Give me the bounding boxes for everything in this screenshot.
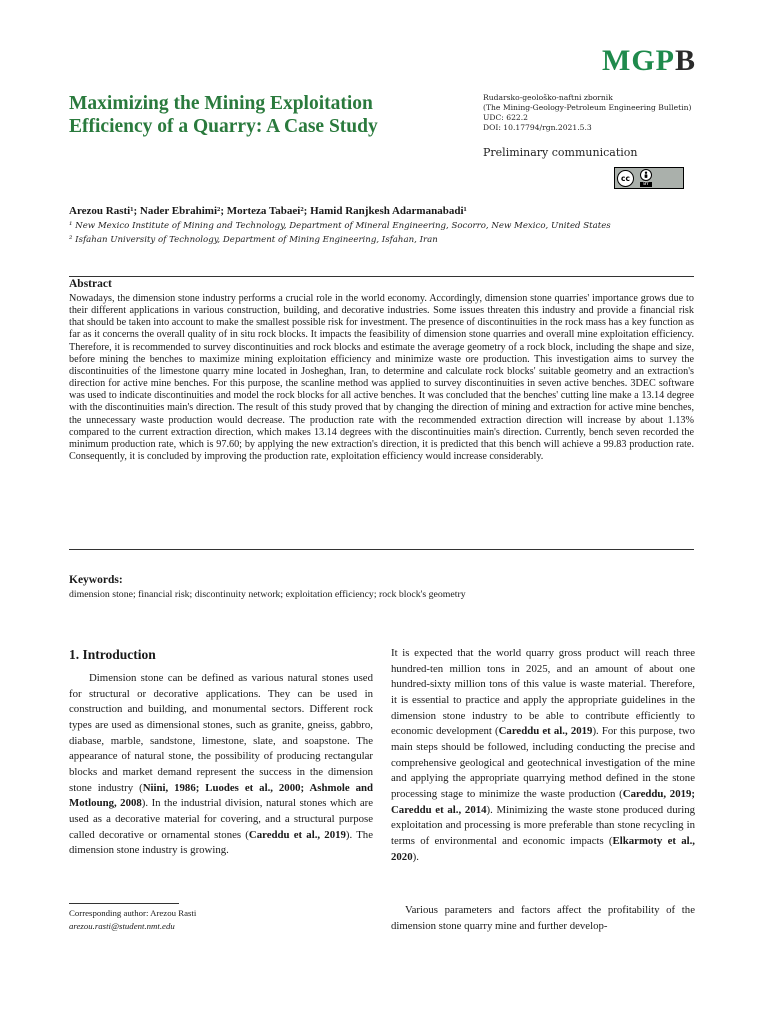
intro-text: ). In the industrial division, natural stones which are used as a decorative material for covering, and a structural purpose called decorative or ornamental stones ( bbox=[69, 797, 373, 841]
abstract-top-rule bbox=[69, 276, 694, 277]
by-section bbox=[640, 169, 652, 187]
citation-link[interactable]: Careddu, 2019; Careddu et al., 2014 bbox=[391, 787, 695, 816]
citation-link[interactable]: Careddu et al., 2019 bbox=[248, 828, 346, 841]
corresponding-author: Corresponding author: Arezou Rasti bbox=[69, 908, 197, 918]
citation-link[interactable]: Niini, 1986; Luodes et al., 2000; Ashmole and Motloung, 2008 bbox=[69, 781, 373, 810]
cc-by-license-badge[interactable] bbox=[614, 167, 684, 189]
intro-text: Dimension stone can be defined as various natural stones used for structural or decorative applications. They can be used in construction and building, and monumental sectors. Different rock types are used as dimensional stones, such as granite, gneiss, gabbro, diabase, marble, sandstone, limestone, slate, and soapstone. The appearance of natural stone, the possibility of producing rectangular blocks and market demand represent the success in the dimension stone industry ( bbox=[69, 672, 373, 794]
journal-info bbox=[483, 93, 713, 133]
author-email[interactable]: arezou.rasti@student.nmt.edu bbox=[69, 921, 175, 931]
publication-type: Preliminary communication bbox=[483, 146, 638, 159]
udc-code: UDC: 622.2 bbox=[483, 113, 529, 122]
intro-paragraph-2 bbox=[391, 646, 695, 865]
journal-english-name: (The Mining-Geology-Petroleum Engineering Bulletin) bbox=[483, 103, 692, 112]
logo-prefix: MGP bbox=[602, 44, 675, 77]
keywords-text: dimension stone; financial risk; discontinuity network; exploitation efficiency; rock block's geometry bbox=[69, 589, 466, 600]
title-line-2: Efficiency of a Quarry: A Case Study bbox=[69, 116, 378, 137]
intro-text: ). For this purpose, two main steps should be followed, including conducting the precise and comprehensive geological and geotechnical investigation of the mine and applying the appropriate quarrying method defined in the stone processing stage to minimize the waste production ( bbox=[391, 725, 695, 800]
doi[interactable]: DOI: 10.17794/rgn.2021.5.3 bbox=[483, 123, 592, 132]
article-title bbox=[69, 92, 469, 138]
abstract-text: Nowadays, the dimension stone industry performs a crucial role in the world economy. Accordingly, dimension stone quarries' importance grows due to their different applications in various construction, building, and decorative industries. Some issues threaten this industry and provide a financial risk that should be taken into account to make the smallest possible risk for investment. The presence of discontinuities in the rock mass has a key function as far as it concerns the overall quality of in situ rock blocks. It impacts the feasibility of dimension stone quarries and overall mine exploitation efficiency. Therefore, it is recommended to survey discontinuities and rock blocks and estimate the average geometry of a rock block, including the shape and size, before mining the benches to maximize mining exploitation efficiency and minimize waste ore production. This investigation aims to survey the discontinuities of the limestone quarry mine located in Josheghan, Iran, to determine and calculate rock blocks' suitable geometry and an extraction's direction for active mine benches. For this purpose, the scanline method was applied to survey discontinuities in seven active benches. 3DEC software was used to indicate discontinuities and model the rock blocks for all active benches. It was concluded that the benches' cutting line make a 13.14 degree with the discontinuities main's direction. The result of this study proved that by changing the direction of mining and extraction for active mine benches, the unnecessary waste production would decrease. The production rate with the recommended extraction direction will increase by about 1.13% compared to the current extraction direction, which makes 13.14 degrees with the discontinuities main's direction. Currently, bench seven recorded the minimum production rate, which is 97.60; by applying the new extraction's direction, it is predicted that this bench will achieve a 99.83 production rate. Consequently, it is concluded by improving the production rate, exploitation efficiency would increase considerably. bbox=[69, 293, 694, 463]
cc-icon: cc bbox=[617, 170, 634, 187]
person-icon bbox=[640, 169, 652, 181]
title-line-1: Maximizing the Mining Exploitation bbox=[69, 93, 373, 114]
section-heading-introduction: 1. Introduction bbox=[69, 647, 156, 662]
affiliation-1: ¹ New Mexico Institute of Mining and Technology, Department of Mineral Engineering, Socorro, New Mexico, United States bbox=[69, 221, 611, 231]
keywords-heading: Keywords: bbox=[69, 574, 123, 586]
logo-suffix: B bbox=[674, 44, 696, 77]
citation-link[interactable]: Careddu et al., 2019 bbox=[498, 725, 593, 738]
journal-logo bbox=[602, 44, 696, 78]
intro-paragraph-3: Various parameters and factors affect the profitability of the dimension stone quarry mine and further develop- bbox=[391, 904, 695, 932]
abstract-bottom-rule bbox=[69, 549, 694, 550]
intro-text: ). bbox=[412, 850, 419, 863]
journal-name: Rudarsko-geološko-naftni zbornik bbox=[483, 93, 613, 102]
by-label: BY bbox=[640, 182, 652, 187]
intro-text: ). The dimension stone industry is growing. bbox=[69, 828, 373, 857]
intro-text: It is expected that the world quarry gross product will reach three hundred-ten million tons in 2025, and an amount of about one hundred-sixty million tons of this value is waste material. Therefore, it is essential to practice and apply the appropriate guidelines in the dimension stone industry to be able to contribute efficiently to economic development ( bbox=[391, 647, 695, 738]
author-list: Arezou Rasti¹; Nader Ebrahimi²; Morteza Tabaei²; Hamid Ranjkesh Adarmanabadi¹ bbox=[69, 205, 467, 217]
intro-paragraph-1 bbox=[69, 671, 373, 859]
footnote-rule bbox=[69, 903, 179, 904]
affiliation-2: ² Isfahan University of Technology, Department of Mining Engineering, Isfahan, Iran bbox=[69, 235, 438, 245]
intro-text: ). Minimizing the waste stone produced during exploitation and processing is more preferable than stone recycling in terms of environmental and economic impacts ( bbox=[391, 803, 695, 847]
abstract-heading: Abstract bbox=[69, 278, 112, 290]
citation-link[interactable]: Elkarmoty et al., 2020 bbox=[391, 834, 695, 863]
